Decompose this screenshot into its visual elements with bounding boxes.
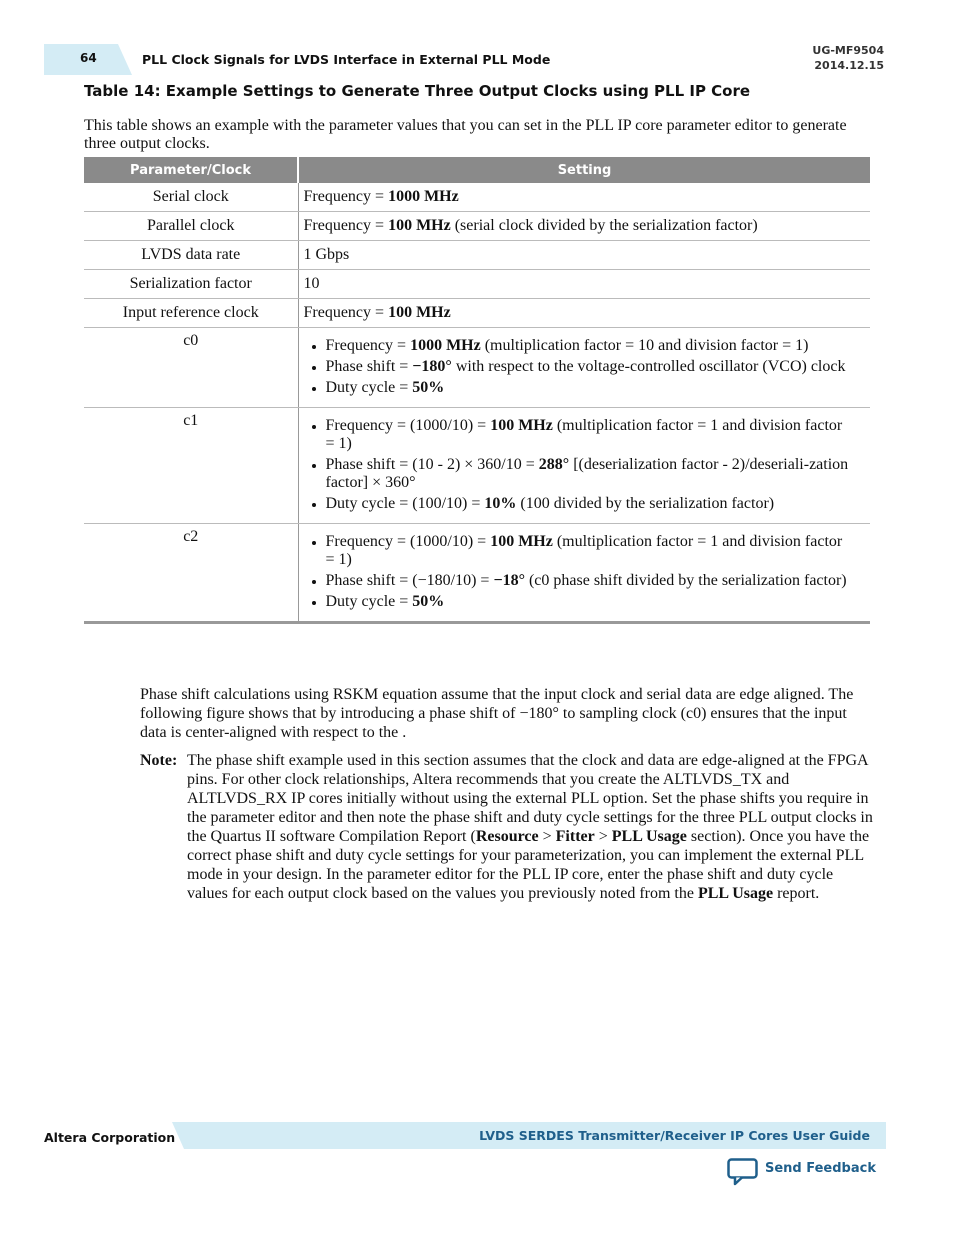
setting-bullets — [304, 337, 871, 397]
param-cell: Serial clock — [84, 183, 298, 212]
table-header-row — [84, 157, 870, 183]
list-item: • Phase shift = (−180/10) = −18° (c0 phase shift divided by the serialization factor) — [326, 572, 871, 590]
note-label: Note: — [140, 752, 178, 769]
doc-info — [812, 43, 884, 73]
setting-cell — [298, 241, 870, 270]
table-caption: Table 14: Example Settings to Generate Three Output Clocks using PLL IP Core — [84, 82, 751, 100]
footer-guide-title[interactable]: LVDS SERDES Transmitter/Receiver IP Cores User Guide — [479, 1128, 870, 1143]
table-row — [84, 524, 870, 623]
setting-text: Frequency = — [303, 188, 389, 205]
table-row — [84, 241, 870, 270]
param-cell: c1 — [84, 408, 298, 524]
list-item: • Phase shift = −180° with respect to the voltage-controlled oscillator (VCO) clock — [326, 358, 871, 376]
table-row — [84, 212, 870, 241]
setting-cell — [298, 212, 870, 241]
list-item: • Duty cycle = 50% — [326, 379, 871, 397]
setting-text: 10 — [303, 275, 320, 292]
param-cell: c2 — [84, 524, 298, 623]
table-row — [84, 183, 870, 212]
setting-cell — [298, 299, 870, 328]
body-paragraph: Phase shift calculations using RSKM equation assume that the input clock and serial data are edge aligned. The following figure shows that by introducing a phase shift of −180° to sampling clock (c0) ensures that the input data is center-aligned with respect to the . — [140, 686, 854, 741]
doc-date: 2014.12.15 — [814, 59, 884, 72]
table-intro: This table shows an example with the parameter values that you can set in the PLL IP core parameter editor to generate three output clocks. — [84, 117, 847, 152]
setting-bullets — [304, 533, 871, 611]
col-header-setting: Setting — [298, 157, 870, 183]
list-item: • Duty cycle = (100/10) = 10% (100 divided by the serialization factor) — [326, 495, 871, 513]
footer-company: Altera Corporation — [44, 1130, 176, 1145]
doc-id: UG-MF9504 — [812, 44, 884, 57]
table-row — [84, 299, 870, 328]
param-cell: Input reference clock — [84, 299, 298, 328]
note-block — [140, 751, 875, 903]
setting-text: Frequency = — [303, 217, 389, 234]
list-item: • Frequency = (1000/10) = 100 MHz (multiplication factor = 1 and division factor = 1) — [326, 533, 871, 569]
list-item: • Duty cycle = 50% — [326, 593, 871, 611]
param-cell: Parallel clock — [84, 212, 298, 241]
table-row — [84, 328, 870, 408]
table-row — [84, 408, 870, 524]
param-cell: Serialization factor — [84, 270, 298, 299]
note-text: The phase shift example used in this section assumes that the clock and data are edge-aligned at the FPGA pins. For other clock relationships, Altera recommends that you create the ALTLVDS_TX and ALTLVDS_RX IP cores initially without using the external PLL option. Set the phase shifts you require in the parameter editor and then note the phase shift and duty cycle settings for the three PLL output clocks in the Quartus II software Compilation Report (Resource > Fitter > PLL Usage section). Once you have the correct phase shift and duty cycle settings for your parameterization, you can implement the external PLL mode in your design. In the parameter editor for the PLL IP core, enter the phase shift and duty cycle values for each output clock based on the values you previously noted from the PLL Usage report. — [187, 752, 873, 902]
param-cell: c0 — [84, 328, 298, 408]
list-item: • Phase shift = (10 - 2) × 360/10 = 288° [(deserialization factor - 2)/deseriali-zation factor] × 360° — [326, 456, 871, 492]
page-number: 64 — [80, 51, 97, 65]
setting-value: 100 MHz — [388, 304, 451, 321]
section-title: PLL Clock Signals for LVDS Interface in External PLL Mode — [142, 52, 551, 67]
col-header-parameter: Parameter/Clock — [84, 157, 298, 183]
setting-text: 1 Gbps — [303, 246, 350, 263]
setting-text: (serial clock divided by the serialization factor) — [450, 217, 758, 234]
speech-bubble-icon[interactable] — [727, 1158, 759, 1186]
setting-cell — [298, 183, 870, 212]
setting-cell — [298, 524, 870, 623]
list-item: • Frequency = (1000/10) = 100 MHz (multiplication factor = 1 and division factor = 1) — [326, 417, 871, 453]
setting-cell — [298, 408, 870, 524]
send-feedback-link[interactable]: Send Feedback — [765, 1161, 876, 1176]
setting-text: Frequency = — [303, 304, 389, 321]
pll-settings-table — [84, 157, 870, 624]
setting-bullets — [304, 417, 871, 513]
table-row — [84, 270, 870, 299]
setting-cell — [298, 328, 870, 408]
setting-cell — [298, 270, 870, 299]
param-cell: LVDS data rate — [84, 241, 298, 270]
list-item: • Frequency = 1000 MHz (multiplication factor = 10 and division factor = 1) — [326, 337, 871, 355]
setting-value: 1000 MHz — [388, 188, 459, 205]
setting-value: 100 MHz — [388, 217, 451, 234]
